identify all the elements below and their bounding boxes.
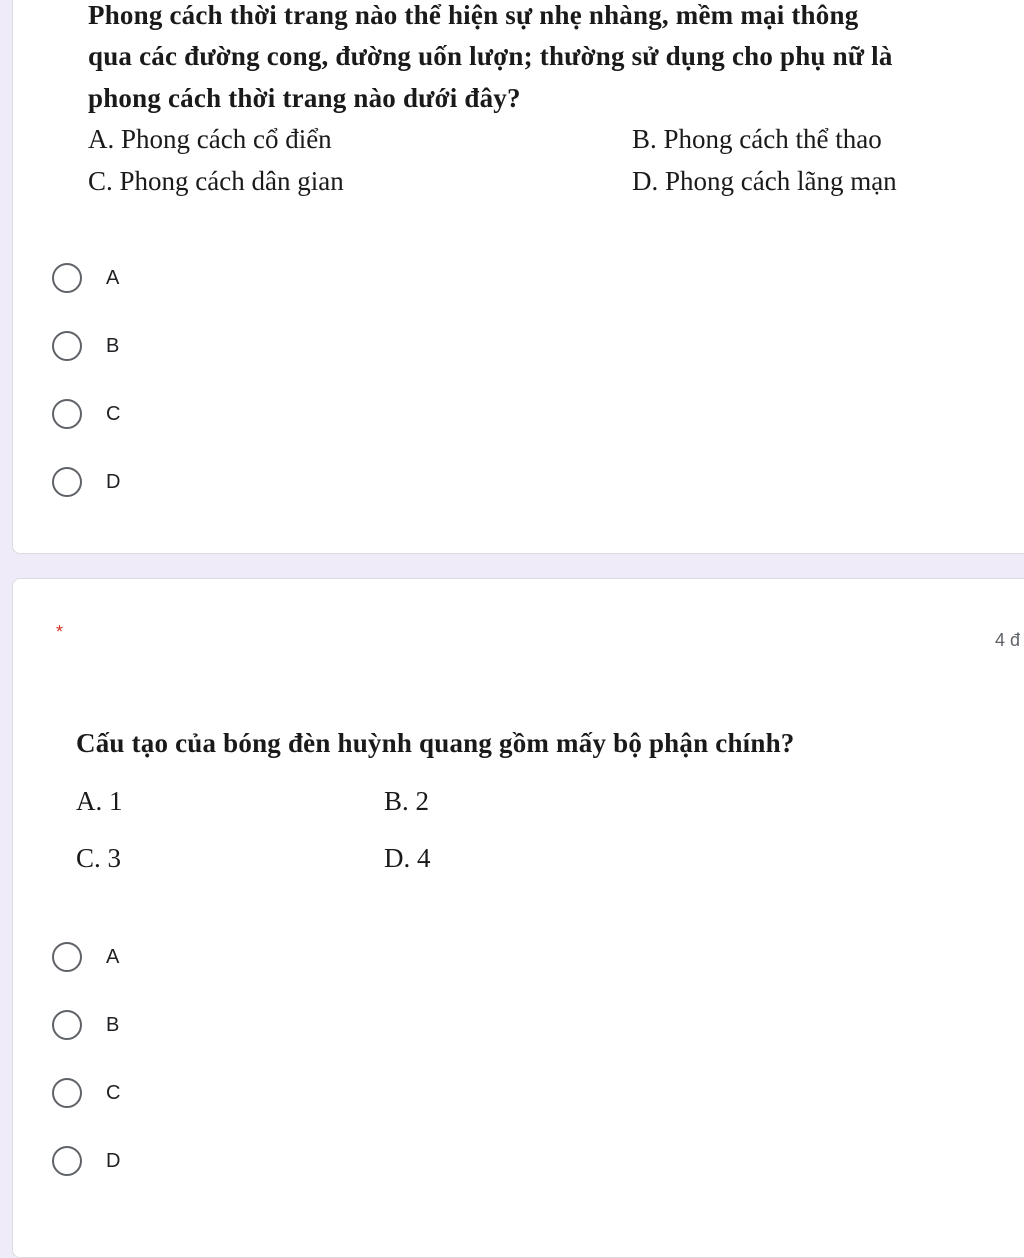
question-card-2 (12, 578, 1024, 1258)
radio-button[interactable] (52, 331, 82, 361)
question-1-answer-b: B. Phong cách thể thao (632, 124, 882, 154)
question-1-answer-c: C. Phong cách dân gian (88, 166, 344, 196)
question-1-title-line-3: phong cách thời trang nào dưới đây? (88, 83, 521, 113)
question-2-choice-a[interactable] (52, 937, 119, 977)
question-2-answer-b: B. 2 (384, 786, 430, 816)
question-2-answer-d: D. 4 (384, 843, 431, 873)
question-1-title-line-2: qua các đường cong, đường uốn lượn; thường sử dụng cho phụ nữ là (88, 41, 893, 71)
question-1-choice-d[interactable] (52, 462, 120, 502)
radio-button[interactable] (52, 1146, 82, 1176)
question-2-choice-b[interactable] (52, 1005, 119, 1045)
question-2-answer-c: C. 3 (76, 843, 122, 873)
question-1-choice-b[interactable] (52, 326, 119, 366)
choice-label: D (106, 470, 121, 493)
question-1-title-line-1: Phong cách thời trang nào thể hiện sự nhẹ nhàng, mềm mại thông (88, 0, 859, 30)
question-2-answer-a: A. 1 (76, 786, 123, 816)
choice-label: B (106, 334, 120, 357)
question-2-choice-d[interactable] (52, 1141, 120, 1181)
radio-button[interactable] (52, 1078, 82, 1108)
question-1-answer-d: D. Phong cách lãng mạn (632, 166, 897, 196)
choice-label: C (106, 1081, 121, 1104)
radio-button[interactable] (52, 467, 82, 497)
question-1-choice-a[interactable] (52, 258, 119, 298)
choice-label: D (106, 1149, 121, 1172)
choice-label: C (106, 402, 121, 425)
question-2-title: Cấu tạo của bóng đèn huỳnh quang gồm mấy bộ phận chính? (76, 728, 795, 758)
question-points: 4 đ (995, 630, 1021, 650)
radio-button[interactable] (52, 399, 82, 429)
required-asterisk: * (56, 622, 64, 642)
question-1-choice-c[interactable] (52, 394, 120, 434)
choice-label: A (106, 945, 120, 968)
question-1-answer-a: A. Phong cách cổ điển (88, 124, 332, 154)
question-2-choice-c[interactable] (52, 1073, 120, 1113)
radio-button[interactable] (52, 942, 82, 972)
radio-button[interactable] (52, 263, 82, 293)
radio-button[interactable] (52, 1010, 82, 1040)
choice-label: A (106, 266, 120, 289)
choice-label: B (106, 1013, 120, 1036)
